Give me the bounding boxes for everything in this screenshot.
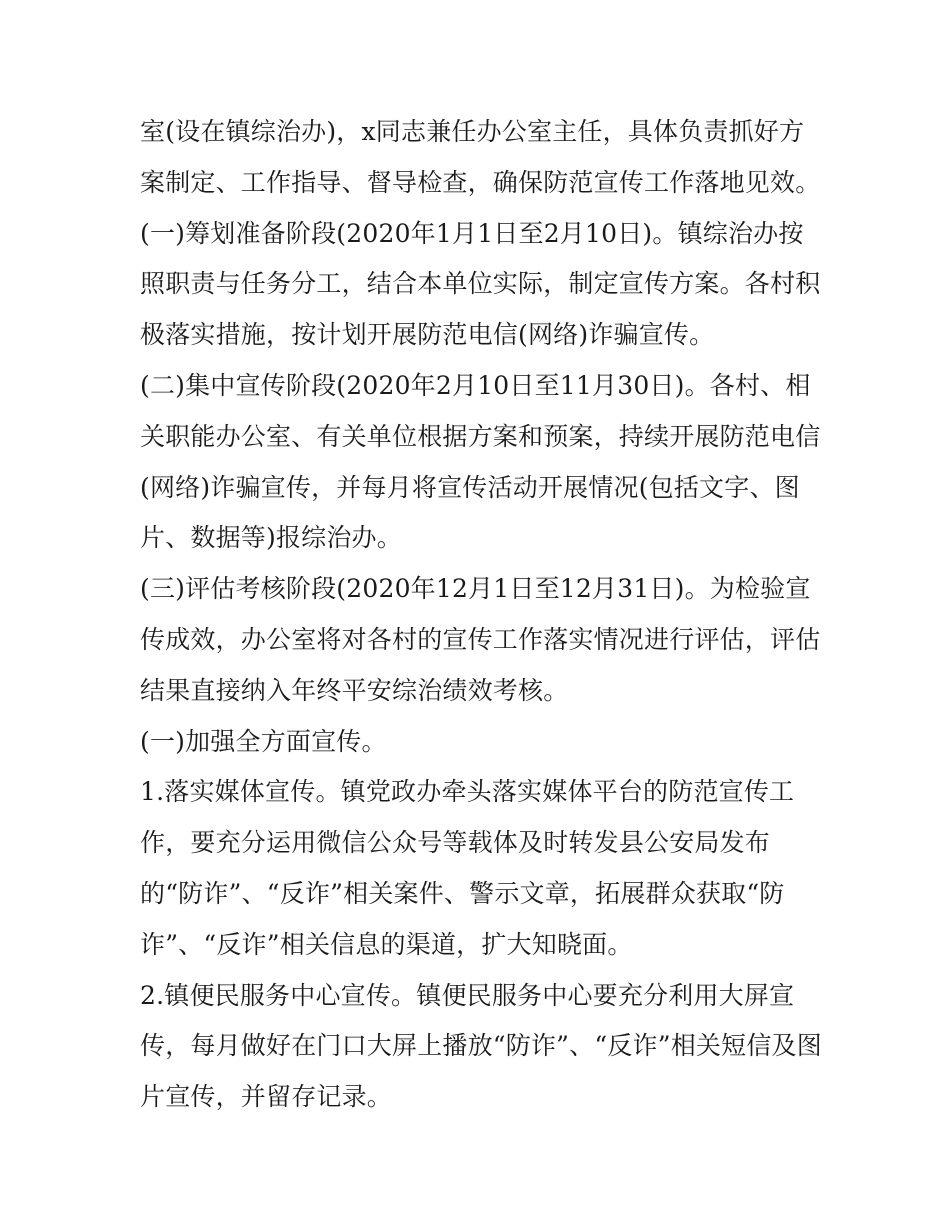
text-line: 2.镇便民服务中心宣传。镇便民服务中心要充分利用大屏宣	[140, 980, 795, 1010]
text-line: 片、数据等)报综治办。	[140, 523, 402, 553]
text-line: (二)集中宣传阶段(2020年2月10日至11月30日)。各村、相	[140, 370, 811, 400]
text-line: 传成效，办公室将对各村的宣传工作落实情况进行评估，评估	[140, 624, 821, 654]
text-line: (一)筹划准备阶段(2020年1月1日至2月10日)。镇综治办按	[140, 218, 804, 248]
text-line: (一)加强全方面宣传。	[140, 726, 387, 756]
document-body	[140, 107, 830, 1123]
text-line: 关职能办公室、有关单位根据方案和预案，持续开展防范电信	[140, 421, 821, 451]
text-line: 片宣传，并留存记录。	[140, 1082, 393, 1112]
text-line: 室(设在镇综治办)，x同志兼任办公室主任，具体负责抓好方	[140, 117, 805, 146]
text-line: (三)评估考核阶段(2020年12月1日至12月31日)。为检验宣	[140, 574, 811, 604]
text-line: 案制定、工作指导、督导检查，确保防范宣传工作落地见效。	[140, 167, 821, 197]
text-line: 诈”、“反诈”相关信息的渠道，扩大知晓面。	[140, 929, 633, 959]
text-line: 传，每月做好在门口大屏上播放“防诈”、“反诈”相关短信及图	[140, 1031, 822, 1061]
text-line: 1.落实媒体宣传。镇党政办牵头落实媒体平台的防范宣传工	[140, 777, 795, 807]
text-line: (网络)诈骗宣传，并每月将宣传活动开展情况(包括文字、图	[140, 472, 800, 502]
text-line: 极落实措施，按计划开展防范电信(网络)诈骗宣传。	[140, 320, 715, 350]
text-line: 结果直接纳入年终平安综治绩效考核。	[140, 675, 569, 705]
text-line: 作，要充分运用微信公众号等载体及时转发县公安局发布	[140, 828, 771, 858]
text-line: 照职责与任务分工，结合本单位实际，制定宣传方案。各村积	[140, 269, 821, 299]
text-line: 的“防诈”、“反诈”相关案件、警示文章，拓展群众获取“防	[140, 878, 785, 908]
